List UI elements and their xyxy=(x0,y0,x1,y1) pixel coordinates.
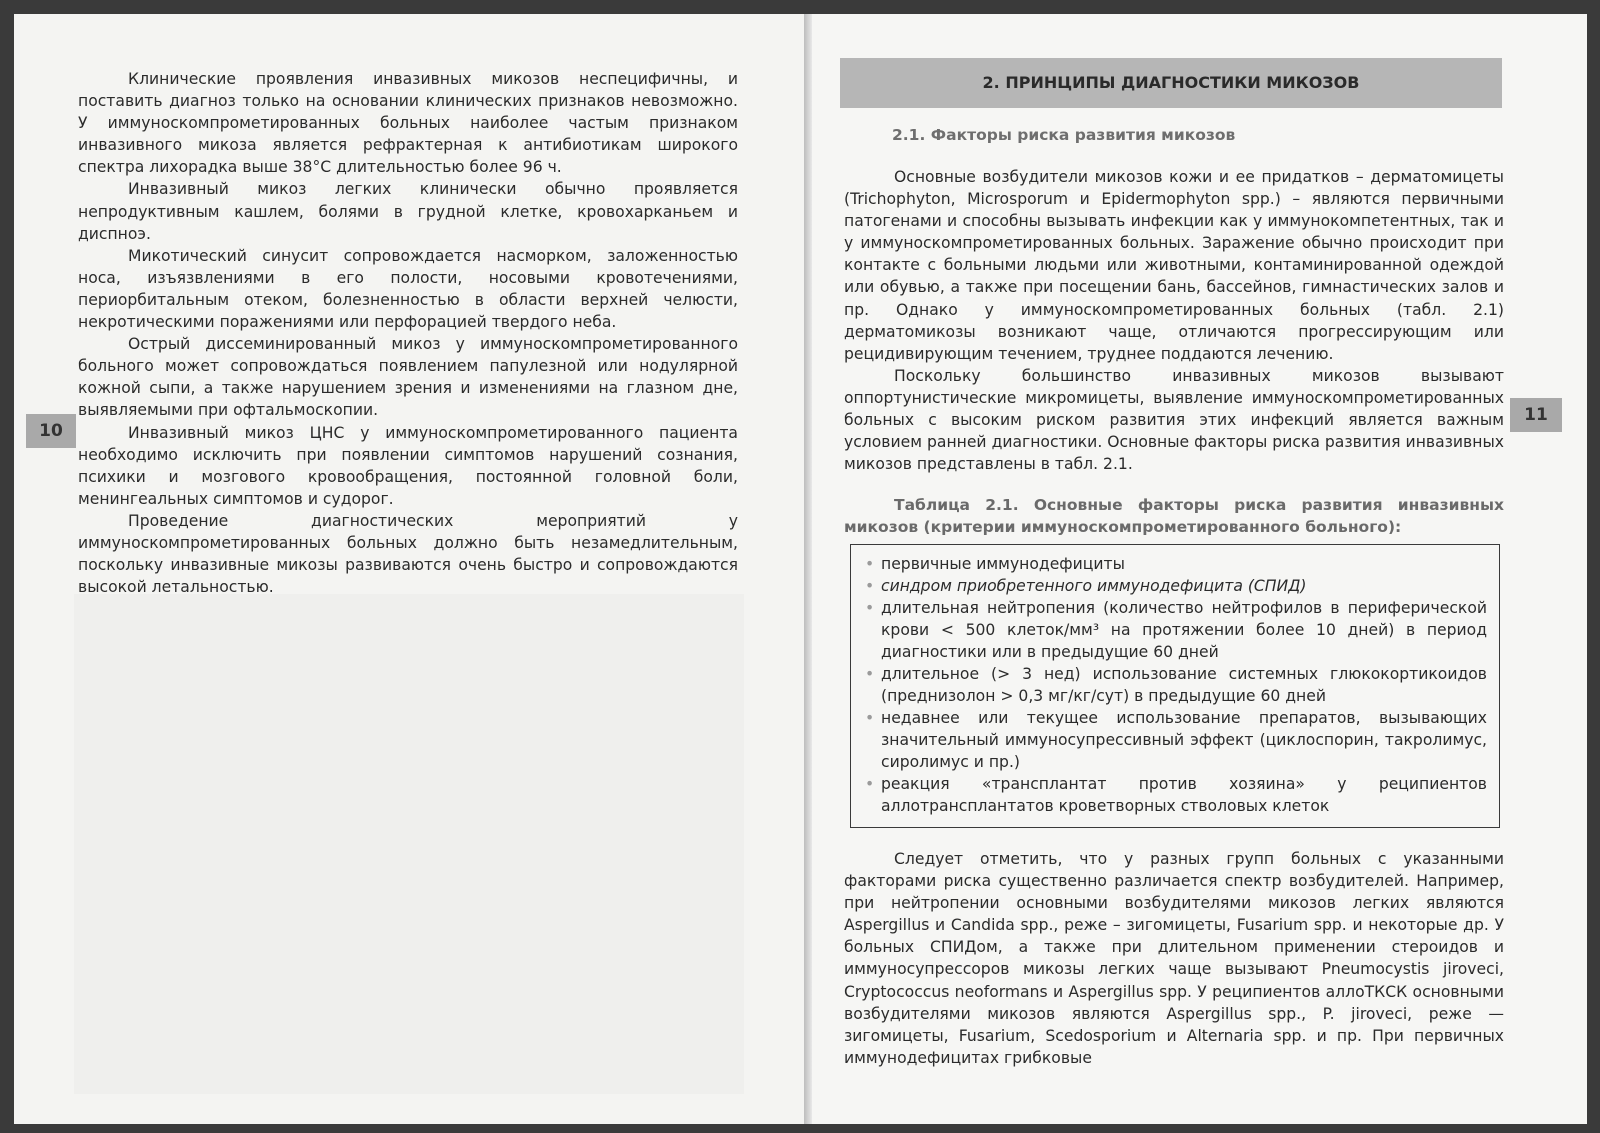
paragraph: Основные возбудители микозов кожи и ее придатков – дерматомицеты (Trichophyton, Microsporum и Epidermophyton spp.) – являются первичными патогенами и способны вызывать инфекции как у иммунокомпетентных, так и у иммуноскомпрометированных больных. Заражение обычно происходит при контакте с больными людьми или животными, контаминированной одеждой или обувью, а также при посещении бань, бассейнов, гимнастических залов и пр. Однако у иммуноскомпрометированных больных (табл. 2.1) дерматомикозы возникают чаще, отличаются прогрессирующим или рецидивирующим течением, труднее поддаются лечению. xyxy=(844,168,1504,363)
list-item: • длительная нейтропения (количество нейтрофилов в периферической крови < 500 клеток/мм³ на протяжении более 10 дней) в период диагностики или в предыдущие 60 дней xyxy=(865,597,1487,663)
left-page-body xyxy=(78,68,738,598)
list-item: • длительное (> 3 нед) использование системных глюкокортикоидов (преднизолон > 0,3 мг/кг/сут) в предыдущие 60 дней xyxy=(865,663,1487,707)
paragraph: Инвазивный микоз легких клинически обычно проявляется непродуктивным кашлем, болями в грудной клетке, кровохарканьем и диспноэ. xyxy=(78,180,738,243)
paragraph: Микотический синусит сопровождается насморком, заложенностью носа, изъязвлениями в его полости, носовыми кровотечениями, периорбитальным отеком, болезненностью в области верхней челюсти, некротическими поражениями или перфорацией твердого неба. xyxy=(78,246,738,332)
closing-body xyxy=(844,848,1504,1069)
page-number-right: 11 xyxy=(1510,398,1562,432)
show-through-text xyxy=(74,594,744,1094)
left-page xyxy=(14,14,804,1124)
list-item: • синдром приобретенного иммунодефицита (СПИД) xyxy=(865,575,1487,597)
list-item: • реакция «трансплантат против хозяина» у реципиентов аллотрансплантатов кроветворных стволовых клеток xyxy=(865,773,1487,817)
book-gutter xyxy=(804,14,812,1124)
paragraph: Проведение диагностических мероприятий у иммуноскомпрометированных больных должно быть незамедлительным, поскольку инвазивные микозы развиваются очень быстро и сопровождаются высокой летальностью. xyxy=(78,511,738,597)
list-item: • недавнее или текущее использование препаратов, вызывающих значительный иммуносупрессивный эффект (циклоспорин, такролимус, сиролимус и пр.) xyxy=(865,707,1487,773)
paragraph: Поскольку большинство инвазивных микозов вызывают оппортунистические микромицеты, выявление иммуноскомпрометированных больных с высоким риском развития этих инфекций является важным условием ранней диагностики. Основные факторы риска развития инвазивных микозов представлены в табл. 2.1. xyxy=(844,366,1504,474)
paragraph: Инвазивный микоз ЦНС у иммуноскомпрометированного пациента необходимо исключить при появлении симптомов нарушений сознания, психики и мозгового кровообращения, постоянной головной боли, менингеальных симптомов и судорог. xyxy=(78,423,738,508)
paragraph: Следует отметить, что у разных групп больных с указанными факторами риска существенно различается спектр возбудителей. Например, при нейтропении основными возбудителями микозов легких являются Aspergillus и Candida spp., реже – зигомицеты, Fusarium spp. и некоторые др. У больных СПИДом, а также при длительном применении стероидов и иммуносупрессоров микозы легких чаще вызывают Pneumocystis jiroveci, Cryptococcus neoformans и Aspergillus spp. У реципиентов аллоТКСК основными возбудителями микозов являются Aspergillus spp., P. jiroveci, реже — зигомицеты, Fusarium, Scedosporium и Alternaria spp. и пр. При первичных иммунодефицитах грибковые xyxy=(844,850,1504,1067)
chapter-title: 2. ПРИНЦИПЫ ДИАГНОСТИКИ МИКОЗОВ xyxy=(840,58,1502,108)
paragraph: Острый диссеминированный микоз у иммуноскомпрометированного больного может сопровождаться появлением папулезной или нодулярной кожной сыпи, а также нарушением зрения и изменениями на глазном дне, выявляемыми при офтальмоскопии. xyxy=(78,335,738,420)
risk-factors-table xyxy=(850,544,1500,828)
paragraph: Клинические проявления инвазивных микозов неспецифичны, и поставить диагноз только на основании клинических признаков невозможно. У иммуноскомпрометированных больных наиболее частым признаком инвазивного микоза является рефрактерная к антибиотикам широкого спектра лихорадка выше 38°С длительностью более 96 ч. xyxy=(78,70,738,177)
risk-factors-list xyxy=(865,553,1487,817)
list-item: • первичные иммунодефициты xyxy=(865,553,1487,575)
section-title: 2.1. Факторы риска развития микозов xyxy=(892,126,1236,144)
table-caption xyxy=(844,494,1504,538)
page-number-left: 10 xyxy=(26,414,76,448)
table-caption-text: Таблица 2.1. Основные факторы риска развития инвазивных микозов (критерии иммуноскомпрометированного больного): xyxy=(844,496,1504,536)
right-page xyxy=(812,14,1587,1124)
right-page-body xyxy=(844,166,1504,475)
